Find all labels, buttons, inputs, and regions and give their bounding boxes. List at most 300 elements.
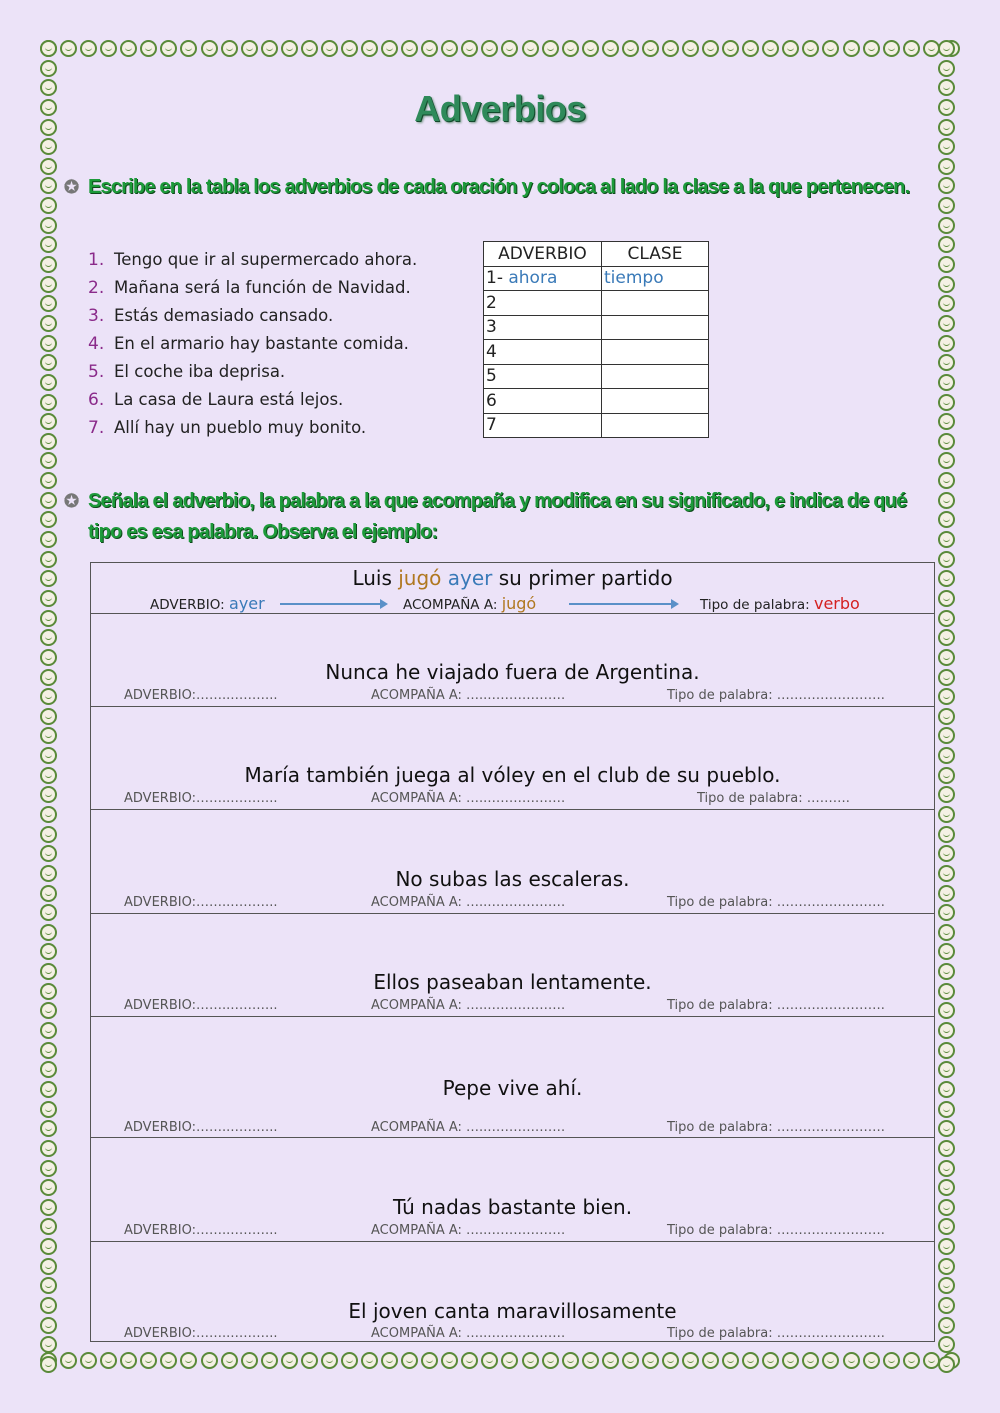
pumpkin-icon xyxy=(938,1258,955,1275)
pumpkin-icon xyxy=(542,40,559,57)
pumpkin-icon xyxy=(702,40,719,57)
pumpkin-icon xyxy=(938,747,955,764)
exercise-sentence: Ellos paseaban lentamente. xyxy=(373,970,652,994)
pumpkin-icon xyxy=(261,40,278,57)
row-number: 1- xyxy=(486,268,503,289)
example-acompana-label: ACOMPAÑA A: jugó xyxy=(403,594,537,613)
example-tipo-label: Tipo de palabra: verbo xyxy=(700,594,860,613)
pumpkin-icon xyxy=(40,1297,57,1314)
sentence-list xyxy=(88,246,417,442)
pumpkin-icon xyxy=(401,1352,418,1369)
exercise-sentence: María también juega al vóley en el club de su pueblo. xyxy=(244,763,781,787)
list-item xyxy=(88,414,417,442)
adverbio-cell[interactable] xyxy=(484,340,602,365)
pumpkin-icon xyxy=(40,315,57,332)
pumpkin-icon xyxy=(938,472,955,489)
pumpkin-icon xyxy=(501,1352,518,1369)
exercise-sentence: Tú nadas bastante bien. xyxy=(392,1195,633,1219)
border-top xyxy=(40,40,960,62)
pumpkin-icon xyxy=(938,1297,955,1314)
pumpkin-icon xyxy=(321,1352,338,1369)
pumpkin-icon xyxy=(938,158,955,175)
pumpkin-icon xyxy=(40,826,57,843)
pumpkin-icon xyxy=(938,786,955,803)
exercise-row xyxy=(91,614,934,707)
pumpkin-icon xyxy=(662,40,679,57)
pumpkin-icon xyxy=(938,1336,955,1353)
row-number: 5 xyxy=(486,366,497,387)
pumpkin-icon xyxy=(938,629,955,646)
pumpkin-icon xyxy=(938,335,955,352)
pumpkin-icon xyxy=(40,1179,57,1196)
pumpkin-icon xyxy=(938,767,955,784)
pumpkin-icon xyxy=(642,1352,659,1369)
list-text: La casa de Laura está lejos. xyxy=(114,390,344,409)
pumpkin-icon xyxy=(180,1352,197,1369)
adverbio-blank[interactable]: ADVERBIO:……..……….. xyxy=(124,1326,278,1341)
pumpkin-icon xyxy=(938,727,955,744)
example-adverb: ayer xyxy=(447,566,493,590)
pumpkin-icon xyxy=(201,40,218,57)
pumpkin-icon xyxy=(938,1277,955,1294)
pumpkin-icon xyxy=(40,1317,57,1334)
pumpkin-icon xyxy=(938,433,955,450)
pumpkin-icon xyxy=(461,1352,478,1369)
pumpkin-icon xyxy=(40,669,57,686)
tipo-blank[interactable]: Tipo de palabra: ……………………. xyxy=(667,895,885,910)
adverbio-blank[interactable]: ADVERBIO:……..……….. xyxy=(124,1120,278,1135)
pumpkin-icon xyxy=(40,354,57,371)
pumpkin-icon xyxy=(938,1356,955,1373)
instruction-1 xyxy=(64,172,924,203)
pumpkin-icon xyxy=(938,197,955,214)
pumpkin-icon xyxy=(938,1101,955,1118)
example-verb: jugó xyxy=(398,566,442,590)
pumpkin-icon xyxy=(40,60,57,77)
pumpkin-icon xyxy=(201,1352,218,1369)
clase-cell[interactable] xyxy=(602,413,709,438)
pumpkin-icon xyxy=(40,1101,57,1118)
pumpkin-icon xyxy=(742,1352,759,1369)
list-number: 1. xyxy=(88,250,105,270)
list-text: Allí hay un pueblo muy bonito. xyxy=(114,418,367,437)
pumpkin-icon xyxy=(938,669,955,686)
pumpkin-icon xyxy=(938,1199,955,1216)
pumpkin-icon xyxy=(938,649,955,666)
pumpkin-icon xyxy=(582,40,599,57)
pumpkin-icon xyxy=(421,1352,438,1369)
pumpkin-icon xyxy=(80,40,97,57)
pumpkin-icon xyxy=(938,570,955,587)
pumpkin-icon xyxy=(938,1022,955,1039)
pumpkin-icon xyxy=(802,40,819,57)
pumpkin-icon xyxy=(160,1352,177,1369)
adverbio-blank[interactable]: ADVERBIO:……..……….. xyxy=(124,998,278,1013)
pumpkin-icon xyxy=(221,40,238,57)
pumpkin-icon xyxy=(782,1352,799,1369)
pumpkin-icon xyxy=(938,943,955,960)
pumpkin-icon xyxy=(938,688,955,705)
instruction-1-text: Escribe en la tabla los adverbios de cada oración y coloca al lado la clase a la que pertenecen. xyxy=(88,176,910,198)
pumpkin-icon xyxy=(682,40,699,57)
adverb-table xyxy=(483,241,709,438)
pumpkin-icon xyxy=(562,1352,579,1369)
clase-cell[interactable] xyxy=(602,315,709,340)
pumpkin-icon xyxy=(40,1199,57,1216)
acompana-blank[interactable]: ACOMPAÑA A: …..……………… xyxy=(371,1223,566,1238)
pumpkin-icon xyxy=(938,551,955,568)
pumpkin-icon xyxy=(40,1140,57,1157)
pumpkin-icon xyxy=(762,1352,779,1369)
pumpkin-icon xyxy=(461,40,478,57)
pumpkin-icon xyxy=(938,826,955,843)
list-text: En el armario hay bastante comida. xyxy=(114,334,409,353)
pumpkin-icon xyxy=(40,177,57,194)
list-number: 5. xyxy=(88,362,105,382)
pumpkin-icon xyxy=(938,963,955,980)
pumpkin-icon xyxy=(938,60,955,77)
pumpkin-icon xyxy=(40,1042,57,1059)
pumpkin-icon xyxy=(40,1120,57,1137)
pumpkin-icon xyxy=(40,551,57,568)
pumpkin-icon xyxy=(722,1352,739,1369)
pumpkin-icon xyxy=(863,40,880,57)
adverbio-cell[interactable] xyxy=(484,364,602,389)
pumpkin-icon xyxy=(40,1081,57,1098)
pumpkin-icon xyxy=(938,452,955,469)
list-number: 6. xyxy=(88,390,105,410)
pumpkin-icon xyxy=(938,806,955,823)
adverbio-answer: ahora xyxy=(508,268,558,289)
pumpkin-icon xyxy=(40,394,57,411)
pumpkin-icon xyxy=(301,1352,318,1369)
exercise-row xyxy=(91,1242,934,1343)
pumpkin-icon xyxy=(938,924,955,941)
acompana-blank[interactable]: ACOMPAÑA A: …..……………… xyxy=(371,895,566,910)
pumpkin-icon xyxy=(40,1238,57,1255)
pumpkin-icon xyxy=(40,1061,57,1078)
exercise-row xyxy=(91,707,934,810)
pumpkin-icon xyxy=(622,40,639,57)
row-number: 7 xyxy=(486,415,497,436)
acompana-blank[interactable]: ACOMPAÑA A: …..……………… xyxy=(371,1326,566,1341)
pumpkin-icon xyxy=(60,40,77,57)
pumpkin-icon xyxy=(938,374,955,391)
pumpkin-icon xyxy=(40,904,57,921)
border-bottom xyxy=(40,1352,960,1374)
pumpkin-icon xyxy=(40,138,57,155)
pumpkin-icon xyxy=(40,865,57,882)
exercise-sentence: El joven canta maravillosamente xyxy=(348,1299,677,1323)
tipo-blank[interactable]: Tipo de palabra: ……………………. xyxy=(667,688,885,703)
exercise-sentence: Nunca he viajado fuera de Argentina. xyxy=(325,660,700,684)
tipo-blank[interactable]: Tipo de palabra: ……………………. xyxy=(667,1120,885,1135)
pumpkin-icon xyxy=(938,40,955,57)
pumpkin-icon xyxy=(938,177,955,194)
list-text: Mañana será la función de Navidad. xyxy=(114,278,411,297)
pumpkin-icon xyxy=(40,472,57,489)
pumpkin-icon xyxy=(421,40,438,57)
row-number: 4 xyxy=(486,341,497,362)
tipo-blank[interactable]: Tipo de palabra: ……………………. xyxy=(667,1326,885,1341)
acompana-blank[interactable]: ACOMPAÑA A: …..……………… xyxy=(371,998,566,1013)
pumpkin-icon xyxy=(180,40,197,57)
arrow-icon xyxy=(280,603,386,605)
pumpkin-icon xyxy=(938,511,955,528)
pumpkin-icon xyxy=(381,40,398,57)
exercise-row xyxy=(91,914,934,1017)
pumpkin-icon xyxy=(381,1352,398,1369)
row-number: 6 xyxy=(486,390,497,411)
pumpkin-icon xyxy=(602,1352,619,1369)
page-title: Adverbios xyxy=(414,88,586,129)
pumpkin-icon xyxy=(241,40,258,57)
adverbio-cell[interactable] xyxy=(484,291,602,316)
pumpkin-icon xyxy=(241,1352,258,1369)
border-right xyxy=(938,40,960,1373)
pumpkin-icon xyxy=(281,1352,298,1369)
pumpkin-icon xyxy=(40,1002,57,1019)
instruction-2 xyxy=(64,486,924,548)
pumpkin-icon xyxy=(582,1352,599,1369)
pumpkin-icon xyxy=(863,1352,880,1369)
tipo-blank[interactable]: Tipo de palabra: ……………………. xyxy=(667,1223,885,1238)
pumpkin-icon xyxy=(140,40,157,57)
list-item xyxy=(88,274,417,302)
pumpkin-icon xyxy=(40,727,57,744)
adverbio-cell[interactable] xyxy=(484,266,602,291)
pumpkin-icon xyxy=(542,1352,559,1369)
pumpkin-icon xyxy=(602,40,619,57)
adverbio-blank[interactable]: ADVERBIO:……..……….. xyxy=(124,688,278,703)
pumpkin-icon xyxy=(522,1352,539,1369)
pumpkin-icon xyxy=(822,1352,839,1369)
pumpkin-icon xyxy=(40,158,57,175)
list-text: Tengo que ir al supermercado ahora. xyxy=(114,250,418,269)
exercise-box xyxy=(90,562,935,1342)
pumpkin-icon xyxy=(281,40,298,57)
list-item xyxy=(88,386,417,414)
pumpkin-icon xyxy=(481,1352,498,1369)
pumpkin-icon xyxy=(40,217,57,234)
pumpkin-icon xyxy=(702,1352,719,1369)
pumpkin-icon xyxy=(903,1352,920,1369)
pumpkin-icon xyxy=(40,531,57,548)
pumpkin-icon xyxy=(341,40,358,57)
pumpkin-icon xyxy=(782,40,799,57)
pumpkin-icon xyxy=(822,40,839,57)
pumpkin-icon xyxy=(938,531,955,548)
border-left xyxy=(40,40,62,1373)
pumpkin-icon xyxy=(40,276,57,293)
pumpkin-icon xyxy=(742,40,759,57)
pumpkin-icon xyxy=(40,924,57,941)
table-row xyxy=(484,413,709,438)
pumpkin-icon xyxy=(40,786,57,803)
pumpkin-icon xyxy=(40,963,57,980)
pumpkin-icon xyxy=(938,138,955,155)
tipo-blank[interactable]: Tipo de palabra: ……………………. xyxy=(667,998,885,1013)
pumpkin-icon xyxy=(160,40,177,57)
pumpkin-icon xyxy=(40,335,57,352)
table-row xyxy=(484,266,709,291)
pumpkin-icon xyxy=(938,865,955,882)
pumpkin-icon xyxy=(938,708,955,725)
list-number: 3. xyxy=(88,306,105,326)
pumpkin-icon xyxy=(938,845,955,862)
adverbio-cell[interactable] xyxy=(484,389,602,414)
pumpkin-icon xyxy=(341,1352,358,1369)
pumpkin-icon xyxy=(60,1352,77,1369)
pumpkin-icon xyxy=(40,511,57,528)
pumpkin-icon xyxy=(40,983,57,1000)
exercise-row xyxy=(91,1138,934,1242)
clase-cell[interactable] xyxy=(602,389,709,414)
pumpkin-icon xyxy=(40,806,57,823)
exercise-sentence: Pepe vive ahí. xyxy=(442,1076,583,1100)
clase-cell[interactable] xyxy=(602,291,709,316)
pumpkin-icon xyxy=(40,492,57,509)
pumpkin-icon xyxy=(40,1022,57,1039)
pumpkin-icon xyxy=(938,1238,955,1255)
adverbio-cell[interactable] xyxy=(484,413,602,438)
pumpkin-icon xyxy=(80,1352,97,1369)
list-number: 4. xyxy=(88,334,105,354)
pumpkin-icon xyxy=(622,1352,639,1369)
list-item xyxy=(88,358,417,386)
pumpkin-icon xyxy=(100,40,117,57)
table-row xyxy=(484,291,709,316)
pumpkin-icon xyxy=(40,1336,57,1353)
list-number: 2. xyxy=(88,278,105,298)
pumpkin-icon xyxy=(40,767,57,784)
acompana-blank[interactable]: ACOMPAÑA A: …..……………… xyxy=(371,791,566,806)
clase-cell[interactable] xyxy=(602,340,709,365)
pumpkin-icon xyxy=(938,236,955,253)
pumpkin-icon xyxy=(938,1042,955,1059)
pumpkin-icon xyxy=(441,40,458,57)
table-row xyxy=(484,315,709,340)
pumpkin-icon xyxy=(441,1352,458,1369)
clase-cell[interactable] xyxy=(602,364,709,389)
pumpkin-icon xyxy=(522,40,539,57)
pumpkin-icon xyxy=(938,413,955,430)
pumpkin-icon xyxy=(938,492,955,509)
pumpkin-icon xyxy=(120,40,137,57)
example-sentence: Luis jugó ayer su primer partido xyxy=(352,566,673,590)
pumpkin-icon xyxy=(843,40,860,57)
example-adverbio-label: ADVERBIO: ayer xyxy=(150,594,265,613)
pumpkin-icon xyxy=(802,1352,819,1369)
arrow-icon xyxy=(569,603,677,605)
adverbio-cell[interactable] xyxy=(484,315,602,340)
pumpkin-icon xyxy=(120,1352,137,1369)
pumpkin-icon xyxy=(938,394,955,411)
pumpkin-icon xyxy=(40,1218,57,1235)
pumpkin-icon xyxy=(301,40,318,57)
pumpkin-icon xyxy=(40,885,57,902)
table-row xyxy=(484,389,709,414)
list-number: 7. xyxy=(88,418,105,438)
pumpkin-icon xyxy=(261,1352,278,1369)
pumpkin-icon xyxy=(321,40,338,57)
pumpkin-icon xyxy=(883,1352,900,1369)
pumpkin-icon xyxy=(938,315,955,332)
pumpkin-icon xyxy=(938,1179,955,1196)
pumpkin-icon xyxy=(40,590,57,607)
table-row xyxy=(484,340,709,365)
exercise-row xyxy=(91,810,934,914)
pumpkin-icon xyxy=(40,747,57,764)
pumpkin-icon xyxy=(40,433,57,450)
pumpkin-icon xyxy=(938,1218,955,1235)
pumpkin-icon xyxy=(938,1002,955,1019)
pumpkin-icon xyxy=(100,1352,117,1369)
pumpkin-icon xyxy=(140,1352,157,1369)
pumpkin-icon xyxy=(938,1120,955,1137)
pumpkin-icon xyxy=(938,1081,955,1098)
pumpkin-icon xyxy=(562,40,579,57)
pumpkin-icon xyxy=(938,1317,955,1334)
acompana-blank[interactable]: ACOMPAÑA A: …..……………… xyxy=(371,1120,566,1135)
pumpkin-icon xyxy=(938,354,955,371)
pumpkin-icon xyxy=(40,708,57,725)
adverbio-blank[interactable]: ADVERBIO:……..……….. xyxy=(124,791,278,806)
pumpkin-icon xyxy=(938,276,955,293)
list-item xyxy=(88,330,417,358)
pumpkin-icon xyxy=(938,1160,955,1177)
acompana-blank[interactable]: ACOMPAÑA A: …..……………… xyxy=(371,688,566,703)
adverbio-blank[interactable]: ADVERBIO:……..……….. xyxy=(124,895,278,910)
pumpkin-icon xyxy=(938,1061,955,1078)
pumpkin-icon xyxy=(40,629,57,646)
pumpkin-icon xyxy=(40,295,57,312)
clase-cell[interactable]: tiempo xyxy=(602,266,709,291)
tipo-blank[interactable]: Tipo de palabra: ………. xyxy=(697,791,850,806)
pumpkin-icon xyxy=(40,649,57,666)
adverbio-blank[interactable]: ADVERBIO:……..……….. xyxy=(124,1223,278,1238)
exercise-row xyxy=(91,1017,934,1138)
pumpkin-icon xyxy=(40,1277,57,1294)
pumpkin-icon xyxy=(662,1352,679,1369)
row-number: 3 xyxy=(486,317,497,338)
pumpkin-icon xyxy=(722,40,739,57)
pumpkin-icon xyxy=(40,413,57,430)
pumpkin-icon xyxy=(361,1352,378,1369)
pumpkin-icon xyxy=(40,1258,57,1275)
pumpkin-icon xyxy=(938,904,955,921)
star-bullet-icon: ✪ xyxy=(64,491,79,511)
list-item xyxy=(88,302,417,330)
list-text: Estás demasiado cansado. xyxy=(114,306,334,325)
list-item xyxy=(88,246,417,274)
pumpkin-icon xyxy=(883,40,900,57)
pumpkin-icon xyxy=(40,197,57,214)
table-row xyxy=(484,364,709,389)
pumpkin-icon xyxy=(40,845,57,862)
header-clase: CLASE xyxy=(602,242,709,267)
pumpkin-icon xyxy=(938,610,955,627)
pumpkin-icon xyxy=(40,236,57,253)
list-text: El coche iba deprisa. xyxy=(114,362,286,381)
pumpkin-icon xyxy=(938,590,955,607)
pumpkin-icon xyxy=(40,256,57,273)
exercise-sentence: No subas las escaleras. xyxy=(395,867,630,891)
pumpkin-icon xyxy=(642,40,659,57)
pumpkin-icon xyxy=(682,1352,699,1369)
pumpkin-icon xyxy=(40,40,57,57)
header-adverbio: ADVERBIO xyxy=(484,242,602,267)
